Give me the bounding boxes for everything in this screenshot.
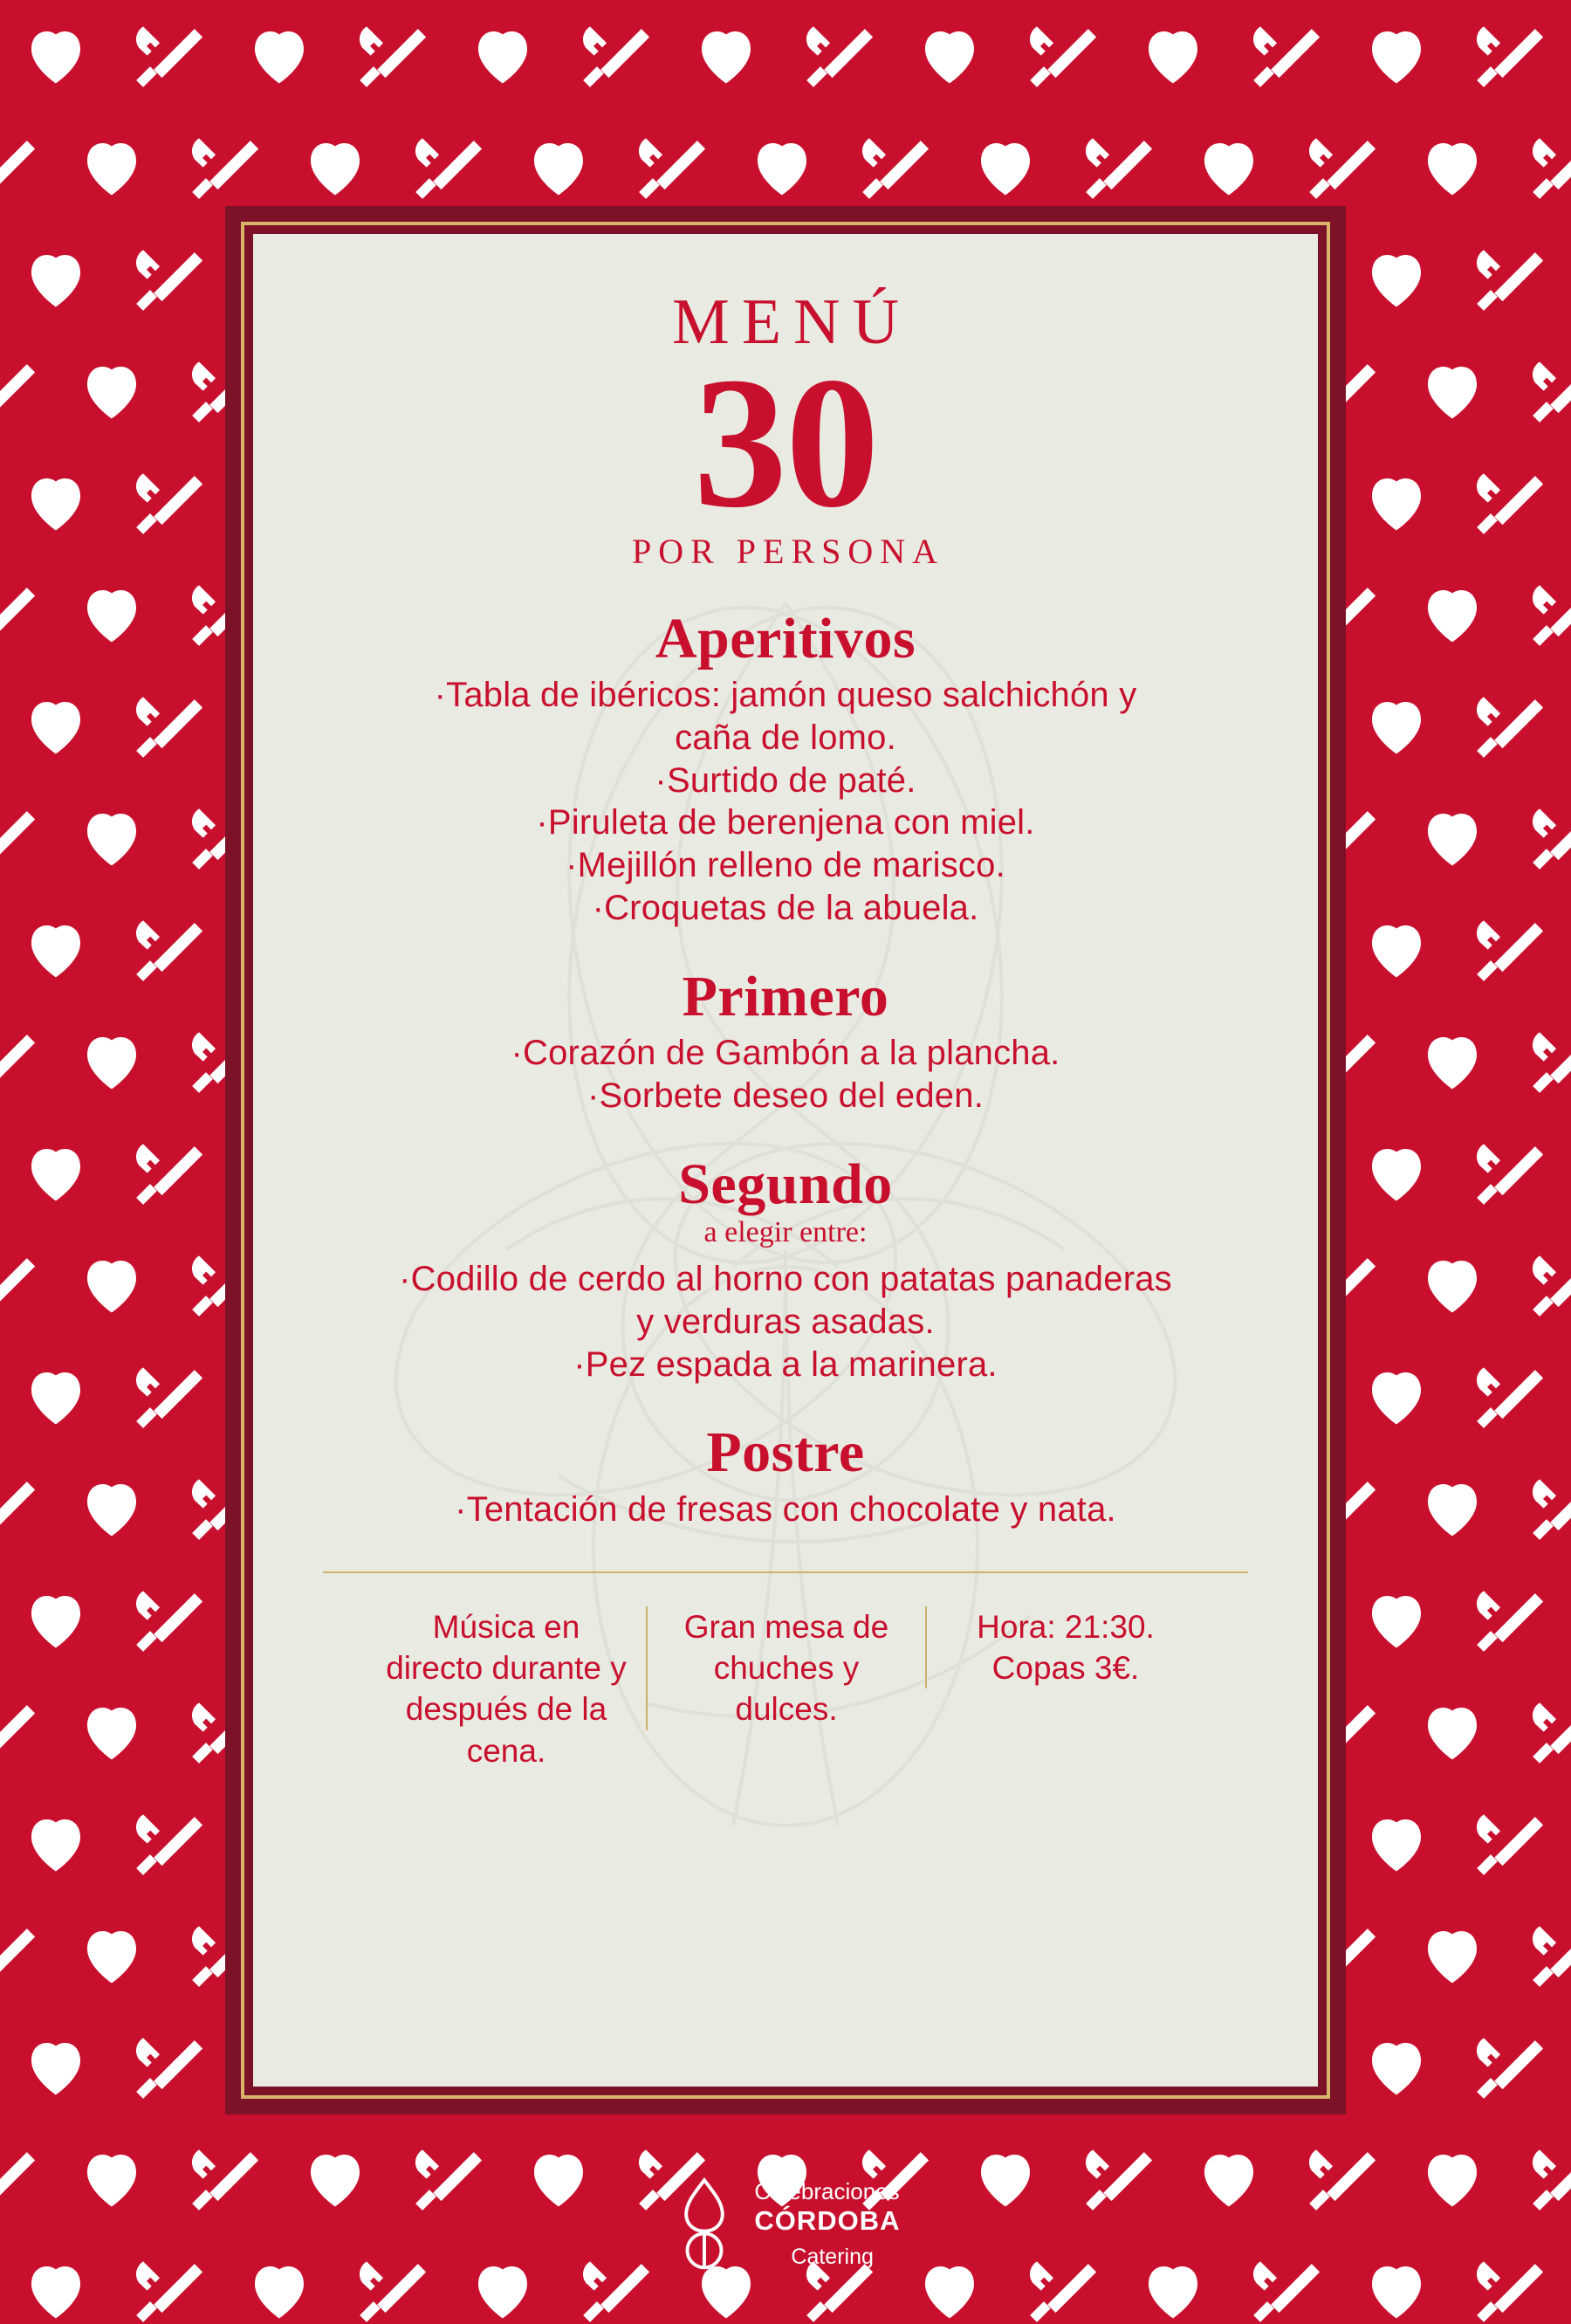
fork-knife-icon [1452,1788,1564,1900]
fork-knife-icon [1452,894,1564,1006]
fork-knife-icon [1508,1229,1571,1341]
heart-icon [56,1676,168,1788]
brand-text [754,2179,900,2270]
heart-icon [0,894,112,1006]
menu-label: MENÚ [672,286,911,358]
heart-icon [1396,1006,1508,1117]
heart-icon [56,1006,168,1117]
menu-frame [225,206,1346,2114]
fork-knife-icon [1452,1117,1564,1229]
notes-row [314,1606,1257,1771]
brand-logo [0,2176,1571,2273]
section-items [314,674,1257,930]
heart-icon [0,1341,112,1453]
fork-knife-icon [1508,782,1571,894]
menu-price: 30 [693,338,878,547]
fork-knife-icon [1452,447,1564,559]
note-sweets-table: Gran mesa de chuches y dulces. [646,1606,925,1730]
section-primero [314,966,1257,1117]
gold-frame-border [241,222,1330,2099]
fork-knife-icon [1229,0,1341,112]
heart-icon [1117,0,1229,112]
menu-item: ·Piruleta de berenjena con miel. [536,803,1035,842]
fork-knife-icon [112,670,223,782]
fork-knife-icon [559,0,670,112]
fork-knife-icon [1508,335,1571,447]
heart-icon [894,0,1005,112]
heart-icon [0,1117,112,1229]
fork-knife-icon [0,559,56,670]
fork-knife-icon [1508,1676,1571,1788]
fork-knife-icon [112,2011,223,2123]
heart-icon [1341,2011,1452,2123]
menu-item: ·Pez espada a la marinera. [573,1344,998,1384]
fork-knife-icon [0,335,56,447]
heart-icon [0,2011,112,2123]
section-segundo [314,1154,1257,1386]
heart-icon [1341,1564,1452,1676]
heart-icon [1564,0,1571,112]
menu-item: ·Tabla de ibéricos: jamón queso salchichón y caña de lomo. [434,676,1137,757]
heart-icon [56,1900,168,2011]
heart-icon [1564,894,1571,1006]
heart-icon [1396,112,1508,223]
menu-item: ·Corazón de Gambón a la plancha. [511,1034,1060,1073]
heart-icon [56,112,168,223]
heart-icon [1396,1453,1508,1564]
heart-icon [0,447,112,559]
heart-icon [1564,447,1571,559]
heart-icon [1564,1564,1571,1676]
fork-knife-icon [1508,1900,1571,2011]
fork-knife-icon [112,447,223,559]
fork-knife-icon [112,894,223,1006]
heart-icon [1564,1788,1571,1900]
section-title: Primero [682,964,889,1028]
heart-icon [56,559,168,670]
fork-knife-icon [112,1341,223,1453]
heart-icon [1396,1676,1508,1788]
flame-logo-icon [670,2176,738,2273]
fork-knife-icon [112,1564,223,1676]
heart-icon [1396,1229,1508,1341]
menu-item: ·Croquetas de la abuela. [592,889,979,928]
fork-knife-icon [0,1229,56,1341]
menu-item: ·Codillo de cerdo al horno con patatas panaderas y verduras asadas. [399,1260,1172,1341]
fork-knife-icon [1452,0,1564,112]
menu-card [253,234,1318,2087]
fork-knife-icon [1452,2011,1564,2123]
section-title: Postre [706,1420,865,1485]
heart-icon [1341,670,1452,782]
fork-knife-icon [335,0,447,112]
heart-icon [1564,1117,1571,1229]
heart-icon [1341,1341,1452,1453]
fork-knife-icon [1508,1453,1571,1564]
section-items [314,1258,1257,1385]
fork-knife-icon [0,1676,56,1788]
heart-icon [0,223,112,335]
section-aperitivos [314,606,1257,930]
heart-icon [1564,223,1571,335]
section-title: Segundo [678,1152,893,1216]
pattern-row [0,0,1571,112]
heart-icon [1341,447,1452,559]
fork-knife-icon [1452,1341,1564,1453]
heart-icon [1341,1117,1452,1229]
heart-icon [0,670,112,782]
heart-icon [1564,670,1571,782]
heart-icon [1341,894,1452,1006]
heart-icon [447,0,559,112]
section-postre [314,1422,1257,1530]
fork-knife-icon [1508,559,1571,670]
heart-icon [1396,782,1508,894]
heart-icon [0,0,112,112]
heart-icon [0,1788,112,1900]
fork-knife-icon [0,1453,56,1564]
heart-icon [1564,2011,1571,2123]
fork-knife-icon [0,1006,56,1117]
heart-icon [223,0,335,112]
gold-divider [323,1571,1248,1573]
fork-knife-icon [112,0,223,112]
section-title: Aperitivos [655,606,916,670]
heart-icon [56,1229,168,1341]
fork-knife-icon [1508,112,1571,223]
fork-knife-icon [0,1900,56,2011]
note-music: Música en directo durante y después de la cena. [386,1608,627,1769]
heart-icon [56,1453,168,1564]
fork-knife-icon [1452,670,1564,782]
fork-knife-icon [0,112,56,223]
heart-icon [1341,0,1452,112]
fork-knife-icon [1005,0,1117,112]
heart-icon [56,335,168,447]
heart-icon [1341,223,1452,335]
heart-icon [1396,1900,1508,2011]
fork-knife-icon [782,0,894,112]
menu-item: ·Tentación de fresas con chocolate y nata. [455,1489,1116,1529]
heart-icon [1396,335,1508,447]
heart-icon [0,1564,112,1676]
fork-knife-icon [0,782,56,894]
heart-icon [1341,1788,1452,1900]
section-subtitle: a elegir entre: [703,1216,868,1249]
fork-knife-icon [1452,1564,1564,1676]
heart-icon [670,0,782,112]
brand-line-1: Celebraciones [754,2177,900,2204]
menu-content [253,234,1318,1771]
menu-item: ·Surtido de paté. [655,760,916,800]
menu-item: ·Sorbete deseo del eden. [587,1076,984,1115]
fork-knife-icon [1508,1006,1571,1117]
section-items [314,1489,1257,1531]
heart-icon [1396,559,1508,670]
fork-knife-icon [1452,223,1564,335]
note-time-drinks: Hora: 21:30. Copas 3€. [925,1606,1204,1689]
brand-line-2: CÓRDOBA [754,2204,901,2236]
menu-item: ·Mejillón relleno de marisco. [566,846,1005,885]
menu-header [314,286,1257,572]
heart-icon [56,782,168,894]
fork-knife-icon [112,1788,223,1900]
section-items [314,1032,1257,1117]
per-person-label: POR PERSONA [631,531,945,571]
fork-knife-icon [112,1117,223,1229]
fork-knife-icon [112,223,223,335]
brand-line-3: Catering [791,2245,874,2270]
heart-icon [1564,1341,1571,1453]
